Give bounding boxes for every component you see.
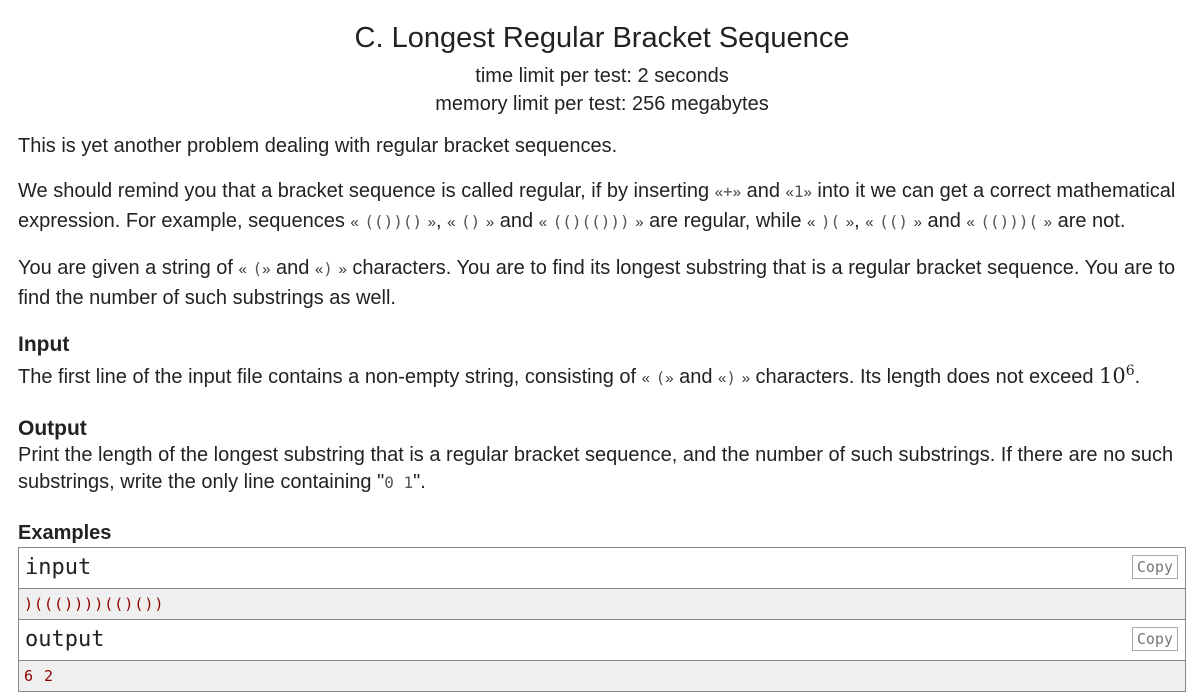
copy-output-button[interactable]: Copy — [1132, 627, 1178, 651]
time-limit: time limit per test: 2 seconds — [475, 65, 729, 87]
code-seq-6: (()))( — [980, 212, 1039, 231]
length-limit-math: $10^6$ — [1099, 363, 1135, 388]
code-one: 1 — [793, 182, 804, 201]
example-output-header — [19, 620, 1185, 661]
example-output-data: 6 2 — [19, 661, 1185, 691]
code-close-paren: ) — [726, 368, 737, 387]
example-box — [18, 547, 1186, 692]
statement-paragraph-1: This is yet another problem dealing with regular bracket sequences. — [18, 135, 618, 157]
output-section-text: Print the length of the longest substring that is a regular bracket sequence, and the number of such substrings. If there are no such substrings, write the only line containing "0 1". — [18, 444, 1174, 493]
output-section-title: Output — [18, 417, 87, 440]
statement-paragraph-3: You are given a string of « (» and «) » characters. You are to find its longest substring that is a regular bracket sequence. You are to find the number of such substrings as well. — [18, 257, 1176, 309]
code-seq-3: (()(())) — [552, 212, 630, 231]
code-seq-5: (() — [879, 212, 909, 231]
output-specification — [18, 416, 1186, 496]
input-section-title: Input — [18, 333, 70, 356]
code-open-paren: ( — [252, 259, 263, 278]
memory-limit: memory limit per test: 256 megabytes — [435, 93, 769, 115]
examples-title: Examples — [18, 522, 112, 544]
input-specification — [18, 332, 1186, 392]
code-plus: + — [723, 182, 733, 201]
statement-paragraph-2: We should remind you that a bracket sequence is called regular, if by inserting «+» and «1» into it we can get a correct mathematical expression. For example, sequences « (())() », « () » and « (()(())) » are regular, while « )( », « (() » and « (()))( » are not. — [18, 180, 1176, 232]
problem-title: C. Longest Regular Bracket Sequence — [354, 22, 850, 54]
code-seq-1: (())() — [364, 212, 423, 231]
code-seq-4: )( — [820, 212, 841, 231]
example-input-header — [19, 548, 1185, 589]
problem-statement — [18, 0, 1186, 692]
code-seq-2: () — [461, 212, 481, 231]
example-output-label: output — [25, 627, 105, 652]
code-open-paren: ( — [655, 368, 666, 387]
example-input-label: input — [25, 555, 92, 580]
code-close-paren: ) — [323, 259, 333, 278]
copy-input-button[interactable]: Copy — [1132, 555, 1178, 579]
code-zero-one: 0 1 — [384, 473, 414, 492]
example-input-data: )((())))(()()) — [19, 589, 1185, 620]
input-section-text: The first line of the input file contains a non-empty string, consisting of « (» and «) » characters. Its length does not exceed $10^6$. — [18, 363, 1141, 388]
